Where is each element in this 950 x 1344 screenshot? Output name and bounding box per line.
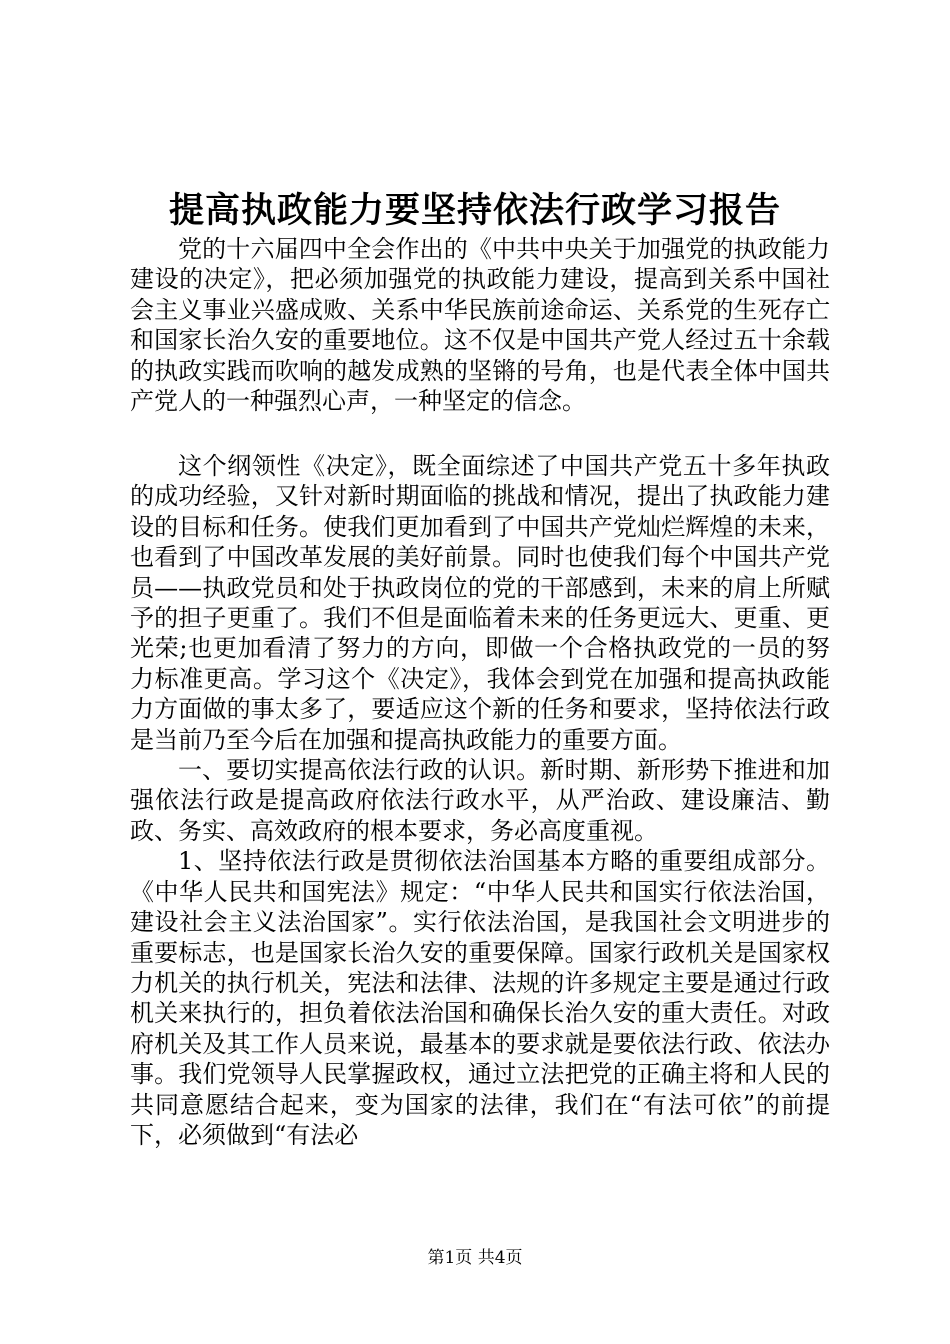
page-title: 提高执政能力要坚持依法行政学习报告 (168, 190, 781, 231)
paragraph-decision: 这个纲领性《决定》，既全面综述了中国共产党五十多年执政的成功经验，又针对新时期面临的挑战和情况，提出了执政能力建设的目标和任务。使我们更加看到了中国共产党灿烂辉煌的未来，也看到了中国改革发展的美好前景。同时也使我们每个中国共产党员——执政党员和处于执政岗位的党的干部感到，未来的肩上所赋予的担子更重了。我们不但是面临着未来的任务更远大、更重、更光荣;也更加看清了努力的方向，即做一个合格执政党的一员的努力标准更高。学习这个《决定》，我体会到党在加强和提高执政能力方面做的事太多了，要适应这个新的任务和要求，坚持依法行政是当前乃至今后在加强和提高执政能力的重要方面。 (130, 452, 830, 754)
paragraph-point-one: 1、坚持依法行政是贯彻依法治国基本方略的重要组成部分。《中华人民共和国宪法》规定：“中华人民共和国实行依法治国，建设社会主义法治国家”。实行依法治国，是我国社会文明进步的重要标志，也是国家长治久安的重要保障。国家行政机关是国家权力机关的执行机关，宪法和法律、法规的许多规定主要是通过行政机关来执行的，担负着依法治国和确保长治久安的重大责任。对政府机关及其工作人员来说，最基本的要求就是要依法行政、依法办事。我们党领导人民掌握政权，通过立法把党的正确主将和人民的共同意愿结合起来，变为国家的法律，我们在“有法可依”的前提下，必须做到“有法必 (130, 847, 830, 1149)
paragraph-section-one: 一、要切实提高依法行政的认识。新时期、新形势下推进和加强依法行政是提高政府依法行政水平，从严治政、建设廉洁、勤政、务实、高效政府的根本要求，务必高度重视。 (130, 756, 830, 845)
paragraph-intro: 党的十六届四中全会作出的《中共中央关于加强党的执政能力建设的决定》，把必须加强党的执政能力建设，提高到关系中国社会主义事业兴盛成败、关系中华民族前途命运、关系党的生死存亡和国家长治久安的重要地位。这不仅是中国共产党人经过五十余载的执政实践而吹响的越发成熟的坚锵的号角，也是代表全体中国共产党人的一种强烈心声，一种坚定的信念。 (130, 235, 830, 416)
page-number-footer: 第1页 共4页 (427, 1248, 523, 1268)
document-body-section-1 (130, 234, 830, 416)
document-body-section-2 (130, 451, 830, 1150)
